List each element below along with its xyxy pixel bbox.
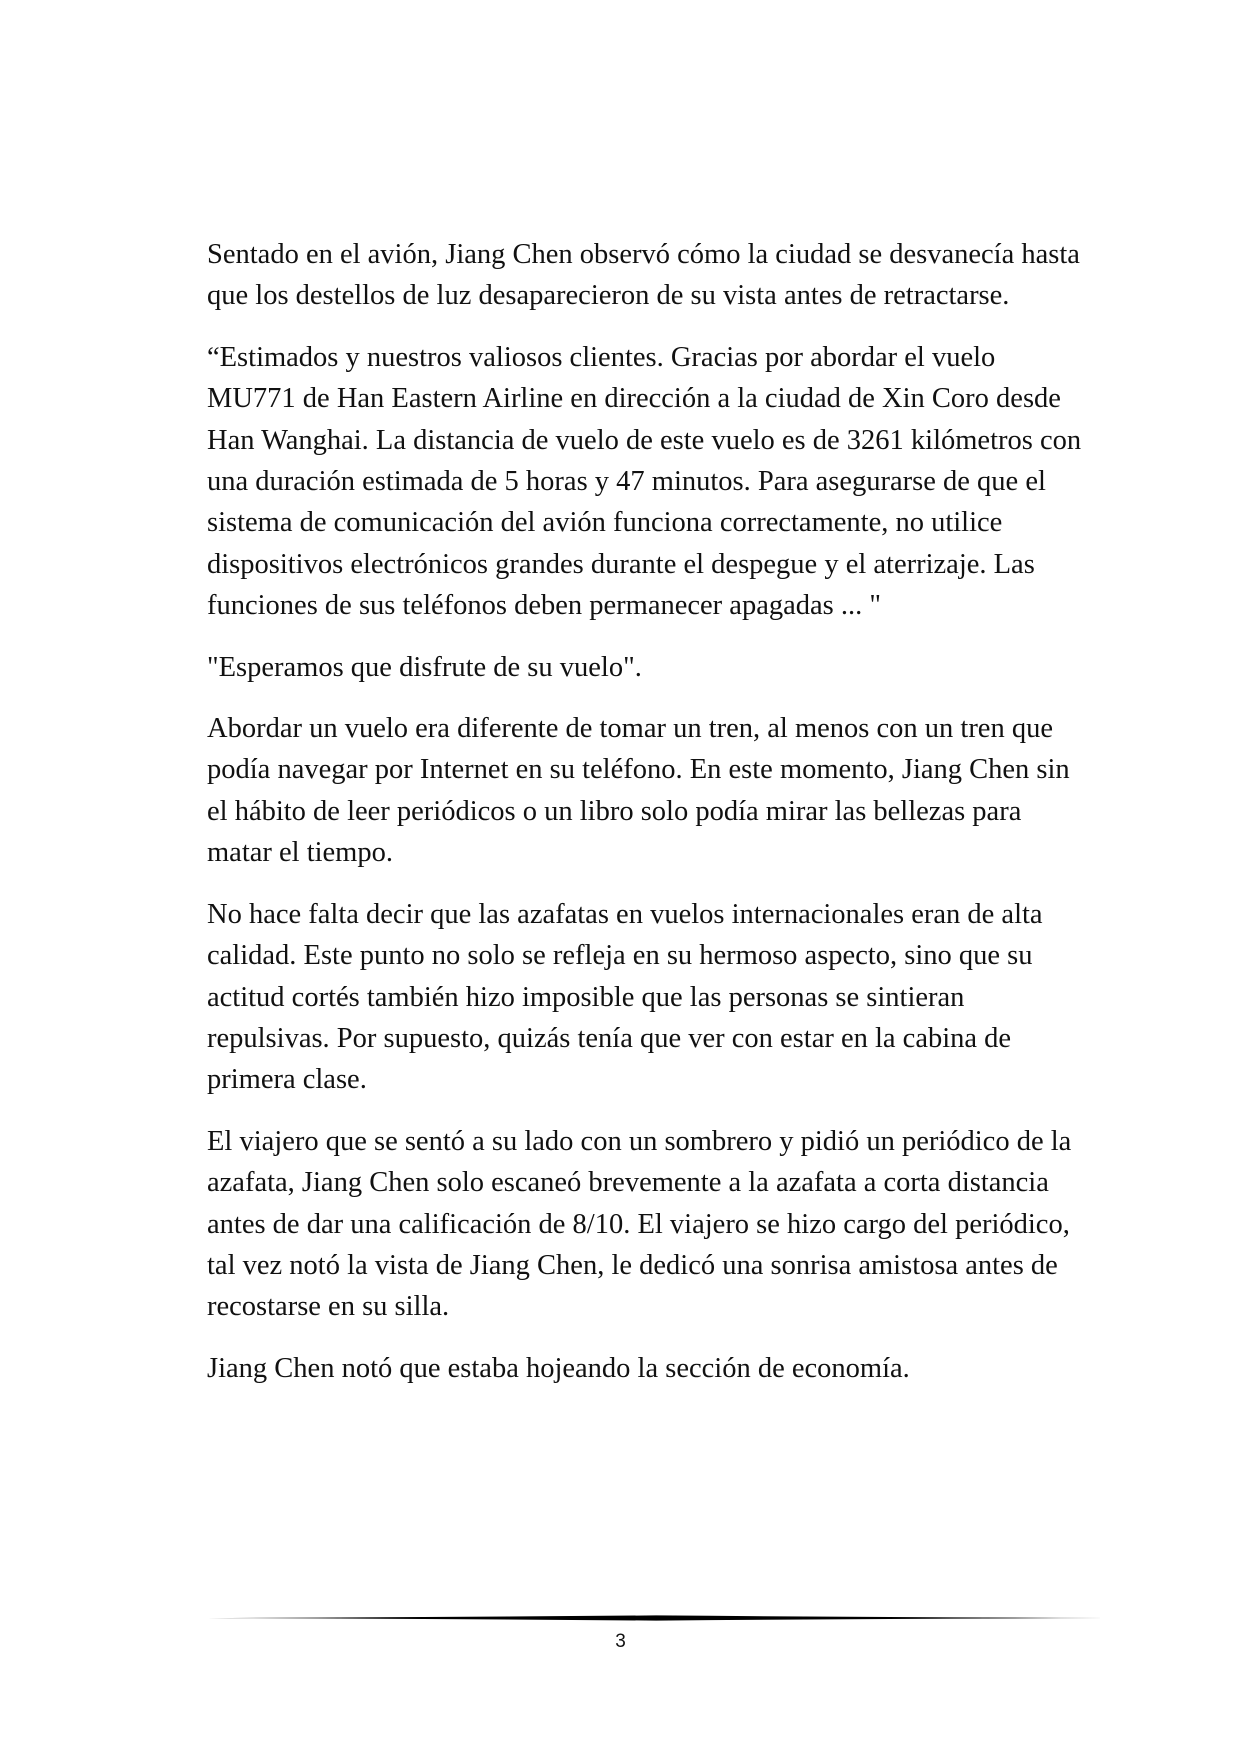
footer-divider bbox=[207, 1612, 1105, 1624]
paragraph: Abordar un vuelo era diferente de tomar un tren, al menos con un tren que podía navegar por Internet en su teléfono. En este momento, Jiang Chen sin el hábito de leer periódicos o un libro solo podía mirar las bellezas para matar el tiempo. bbox=[207, 713, 1070, 869]
paragraph: Jiang Chen notó que estaba hojeando la sección de economía. bbox=[207, 1352, 910, 1384]
paragraph: El viajero que se sentó a su lado con un sombrero y pidió un periódico de la azafata, Jiang Chen solo escaneó brevemente a la azafata a corta distancia antes de dar una calificación de 8/10. El viajero se hizo cargo del periódico, tal vez notó la vista de Jiang Chen, le dedicó una sonrisa amistosa antes de recostarse en su silla. bbox=[207, 1125, 1072, 1323]
paragraph: No hace falta decir que las azafatas en vuelos internacionales eran de alta calidad. Este punto no solo se refleja en su hermoso aspecto, sino que su actitud cortés también hizo imposible que las personas se sintieran repulsivas. Por supuesto, quizás tenía que ver con estar en la cabina de primera clase. bbox=[207, 898, 1043, 1096]
paragraph: Sentado en el avión, Jiang Chen observó cómo la ciudad se desvanecía hasta que los destellos de luz desaparecieron de su vista antes de retractarse. bbox=[207, 239, 1080, 312]
body-text bbox=[207, 234, 1087, 1409]
page-number: 3 bbox=[615, 1631, 626, 1652]
paragraph: “Estimados y nuestros valiosos clientes. Gracias por abordar el vuelo MU771 de Han Eastern Airline en dirección a la ciudad de Xin Coro desde Han Wanghai. La distancia de vuelo de este vuelo es de 3261 kilómetros con una duración estimada de 5 horas y 47 minutos. Para asegurarse de que el sistema de comunicación del avión funciona correctamente, no utilice dispositivos electrónicos grandes durante el despegue y el aterrizaje. Las funciones de sus teléfonos deben permanecer apagadas ... " bbox=[207, 341, 1082, 622]
paragraph: "Esperamos que disfrute de su vuelo". bbox=[207, 651, 642, 683]
